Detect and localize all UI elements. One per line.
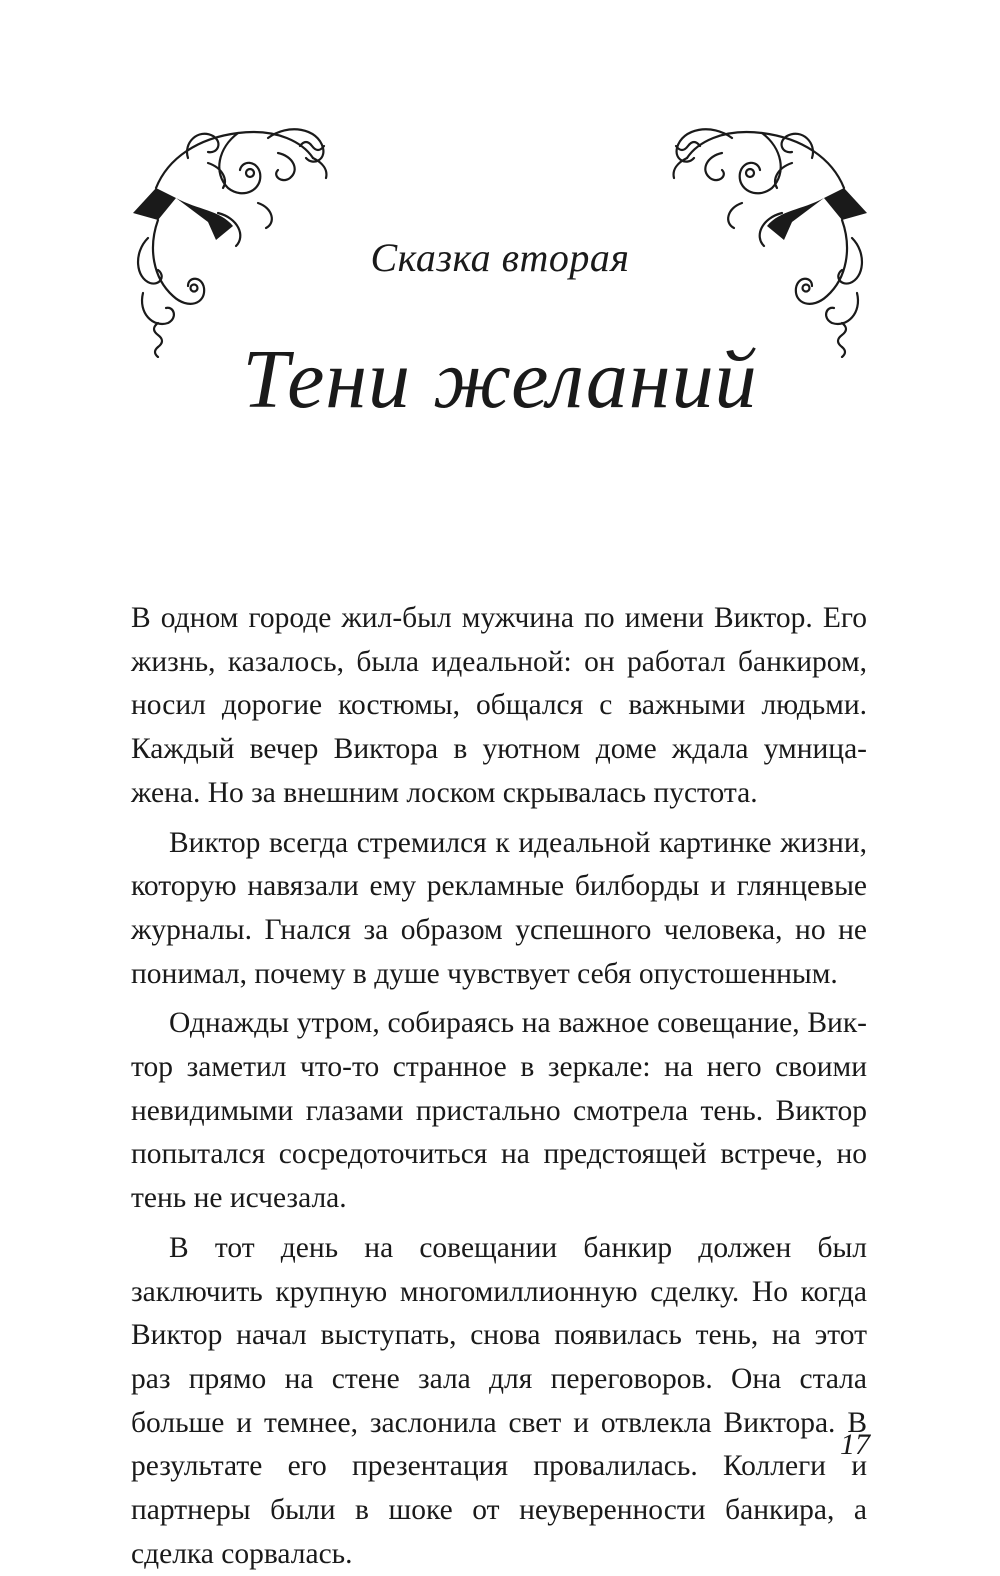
body-text	[131, 597, 867, 1576]
chapter-subtitle: Сказка вторая	[370, 235, 630, 280]
paragraph: В одном городе жил-был мужчина по имени Виктор. Его жизнь, казалось, была идеальной: он работал банкиром, носил дорогие костюмы, общался с важными людьми. Каждый вечер Виктора в уютном доме ждала умница-жена. Но за внешним лоском скрывалась пустота.	[131, 602, 867, 809]
paragraph: В тот день на совещании банкир должен был заключить крупную многомиллионную сделку. Но когда Виктор начал выступать, снова появилась тень, на этот раз прямо на стене зала для переговоров. Она стала больше и темнее, заслонила свет и отвлекла Виктора. В результате его презентация провалилась. Коллеги и партнеры были в шоке от неуверенности банкира, а сделка сорвалась.	[131, 1231, 867, 1570]
chapter-title: Тени желаний	[242, 333, 758, 426]
page-number: 17	[840, 1428, 870, 1461]
paragraph: Однажды утром, собираясь на важное совещание, Виктор заметил что-то странное в зеркале: на него своими невидимыми глазами пристально смотрела тень. Виктор попытался сосредоточиться на предстоящей встрече, но тень не исчезала.	[131, 1007, 867, 1215]
paragraph: Виктор всегда стремился к идеальной картинке жизни, которую навязали ему рекламные билборды и глянцевые журналы. Гнался за образом успешного человека, но не понимал, почему в душе чувствует себя опустошенным.	[131, 826, 867, 990]
